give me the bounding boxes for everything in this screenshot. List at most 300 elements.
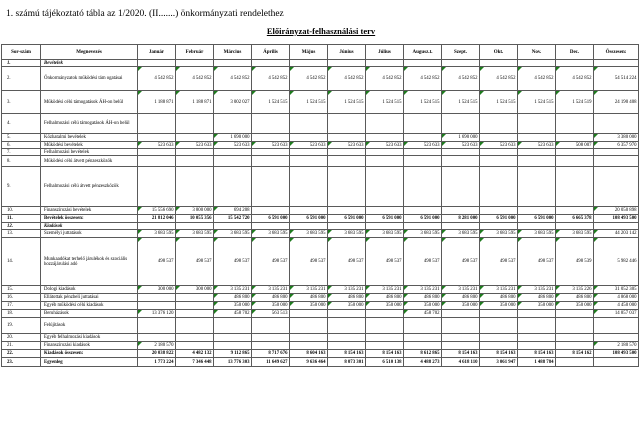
month-value-cell — [138, 223, 176, 230]
month-value-cell: 4 542 852 — [290, 67, 328, 91]
month-value-cell — [252, 134, 290, 142]
page-title: Előirányzat-felhasználási terv — [266, 26, 376, 36]
row-number-cell: 16. — [2, 294, 41, 302]
month-value-cell — [366, 114, 404, 134]
month-value-cell — [518, 223, 556, 230]
month-value-cell — [404, 207, 442, 215]
table-row — [2, 207, 639, 215]
month-value-cell — [214, 156, 252, 167]
total-cell — [594, 60, 639, 67]
month-value-cell: 498 537 — [480, 238, 518, 286]
month-value-cell — [214, 342, 252, 350]
month-value-cell: 694 208 — [214, 207, 252, 215]
month-value-cell — [480, 134, 518, 142]
month-value-cell: 4 482 132 — [176, 350, 214, 358]
month-value-cell: 3 135 226 — [556, 286, 594, 294]
month-value-cell: 1 690 000 — [442, 134, 480, 142]
month-value-cell: 1 690 000 — [214, 134, 252, 142]
total-cell: 4 868 000 — [594, 294, 639, 302]
month-value-cell — [290, 318, 328, 334]
month-value-cell — [176, 60, 214, 67]
month-value-cell — [138, 60, 176, 67]
table-row — [2, 149, 639, 156]
month-value-cell: 3 135 231 — [366, 286, 404, 294]
month-value-cell — [366, 207, 404, 215]
month-value-cell: 4 542 852 — [518, 67, 556, 91]
month-value-cell — [328, 310, 366, 318]
month-value-cell — [480, 167, 518, 207]
month-value-cell — [366, 167, 404, 207]
month-value-cell: 350 000 — [290, 302, 328, 310]
month-value-cell — [252, 223, 290, 230]
total-cell: 5 982 446 — [594, 238, 639, 286]
month-value-cell: 563 513 — [252, 310, 290, 318]
month-value-cell: 3 683 595 — [442, 230, 480, 238]
month-value-cell — [328, 114, 366, 134]
month-value-cell — [518, 342, 556, 350]
table-row — [2, 294, 639, 302]
month-value-cell — [556, 223, 594, 230]
month-value-cell: 15 542 720 — [214, 215, 252, 223]
month-value-cell: 7 346 448 — [176, 358, 214, 367]
month-value-cell — [252, 167, 290, 207]
month-value-cell: 3 135 231 — [404, 286, 442, 294]
month-value-cell — [556, 156, 594, 167]
total-cell: 6 357 970 — [594, 142, 639, 149]
month-value-cell — [252, 156, 290, 167]
table-row — [2, 114, 639, 134]
total-cell — [594, 156, 639, 167]
month-value-cell — [556, 334, 594, 342]
month-value-cell — [214, 149, 252, 156]
month-value-cell — [442, 114, 480, 134]
month-value-cell — [518, 114, 556, 134]
row-label-cell: Működési célú átvett pénzeszközök — [41, 156, 138, 167]
month-value-cell: 1 524 515 — [480, 91, 518, 114]
table-body — [2, 60, 639, 367]
month-value-cell: 486 800 — [404, 294, 442, 302]
month-value-cell: 4 542 852 — [214, 67, 252, 91]
month-value-cell: 486 800 — [442, 294, 480, 302]
month-value-cell: 498 537 — [442, 238, 480, 286]
month-value-cell — [518, 60, 556, 67]
month-value-cell — [404, 156, 442, 167]
column-header: Összesen: — [594, 45, 639, 60]
month-value-cell — [328, 149, 366, 156]
month-value-cell — [518, 310, 556, 318]
month-value-cell: 498 537 — [518, 238, 556, 286]
column-header: Megnevezés — [41, 45, 138, 60]
month-value-cell: 20 038 822 — [138, 350, 176, 358]
row-number-cell: 6. — [2, 142, 41, 149]
month-value-cell — [176, 134, 214, 142]
table-row — [2, 342, 639, 350]
month-value-cell: 3 683 595 — [480, 230, 518, 238]
row-label-cell: Működési célú támogatások ÁH-on belül — [41, 91, 138, 114]
month-value-cell: 3 061 947 — [480, 358, 518, 367]
month-value-cell — [366, 156, 404, 167]
month-value-cell — [176, 156, 214, 167]
month-value-cell: 4 542 852 — [366, 67, 404, 91]
month-value-cell — [290, 167, 328, 207]
month-value-cell — [290, 114, 328, 134]
month-value-cell — [214, 223, 252, 230]
table-row — [2, 67, 639, 91]
month-value-cell: 486 800 — [518, 294, 556, 302]
month-value-cell — [290, 334, 328, 342]
month-value-cell — [290, 156, 328, 167]
month-value-cell: 8 154 163 — [442, 350, 480, 358]
month-value-cell — [176, 310, 214, 318]
month-value-cell: 498 537 — [366, 238, 404, 286]
row-label-cell: Felhalmozási bevételek — [41, 149, 138, 156]
total-cell — [594, 318, 639, 334]
table-row — [2, 215, 639, 223]
month-value-cell: 3 135 231 — [480, 286, 518, 294]
column-header: Január — [138, 45, 176, 60]
total-cell: 3 380 000 — [594, 134, 639, 142]
month-value-cell: 4 542 852 — [480, 67, 518, 91]
total-cell: 2 180 570 — [594, 342, 639, 350]
month-value-cell — [556, 310, 594, 318]
table-row — [2, 156, 639, 167]
month-value-cell — [480, 223, 518, 230]
month-value-cell — [404, 134, 442, 142]
row-number-cell: 4. — [2, 114, 41, 134]
month-value-cell — [176, 149, 214, 156]
total-cell — [594, 223, 639, 230]
column-header: Április — [252, 45, 290, 60]
month-value-cell: 10 055 356 — [176, 215, 214, 223]
month-value-cell: 498 537 — [328, 238, 366, 286]
month-value-cell: 8 073 301 — [328, 358, 366, 367]
month-value-cell — [442, 207, 480, 215]
month-value-cell — [138, 114, 176, 134]
month-value-cell: 3 135 231 — [328, 286, 366, 294]
month-value-cell — [290, 207, 328, 215]
month-value-cell: 13 376 120 — [138, 310, 176, 318]
month-value-cell: 486 800 — [480, 294, 518, 302]
month-value-cell — [176, 114, 214, 134]
month-value-cell: 6 510 138 — [366, 358, 404, 367]
month-value-cell: 523 633 — [366, 142, 404, 149]
month-value-cell: 3 683 595 — [138, 230, 176, 238]
row-label-cell: Bevételek — [41, 60, 138, 67]
month-value-cell — [480, 342, 518, 350]
month-value-cell: 300 000 — [138, 286, 176, 294]
month-value-cell: 300 000 — [176, 286, 214, 294]
row-number-cell: 20. — [2, 334, 41, 342]
row-number-cell: 10. — [2, 207, 41, 215]
month-value-cell: 6 591 000 — [290, 215, 328, 223]
column-header: Sor-szám — [2, 45, 41, 60]
table-row — [2, 223, 639, 230]
month-value-cell — [442, 167, 480, 207]
month-value-cell — [138, 156, 176, 167]
month-value-cell — [556, 342, 594, 350]
month-value-cell: 350 000 — [214, 302, 252, 310]
month-value-cell — [252, 334, 290, 342]
month-value-cell — [252, 207, 290, 215]
month-value-cell: 350 000 — [480, 302, 518, 310]
row-label-cell: Egyenleg — [41, 358, 138, 367]
month-value-cell: 6 591 000 — [518, 215, 556, 223]
row-label-cell: Kiadások összesen: — [41, 350, 138, 358]
month-value-cell — [556, 207, 594, 215]
month-value-cell: 498 539 — [556, 238, 594, 286]
table-row — [2, 350, 639, 358]
table-row — [2, 142, 639, 149]
month-value-cell: 498 537 — [252, 238, 290, 286]
month-value-cell: 6 591 000 — [404, 215, 442, 223]
table-row — [2, 318, 639, 334]
row-number-cell: 2. — [2, 67, 41, 91]
month-value-cell: 4 542 852 — [404, 67, 442, 91]
table-row — [2, 238, 639, 286]
month-value-cell: 523 633 — [290, 142, 328, 149]
month-value-cell: 350 000 — [328, 302, 366, 310]
month-value-cell — [404, 223, 442, 230]
month-value-cell: 1 524 515 — [252, 91, 290, 114]
month-value-cell: 486 800 — [328, 294, 366, 302]
row-number-cell: 12. — [2, 223, 41, 230]
table-row — [2, 91, 639, 114]
month-value-cell: 498 537 — [290, 238, 328, 286]
month-value-cell: 2 180 570 — [138, 342, 176, 350]
month-value-cell — [556, 149, 594, 156]
month-value-cell: 523 633 — [214, 142, 252, 149]
month-value-cell — [290, 60, 328, 67]
month-value-cell — [176, 334, 214, 342]
row-number-cell: 21. — [2, 342, 41, 350]
month-value-cell — [518, 167, 556, 207]
month-value-cell — [556, 60, 594, 67]
month-value-cell: 350 000 — [442, 302, 480, 310]
table-row — [2, 334, 639, 342]
total-cell: 54 514 224 — [594, 67, 639, 91]
total-cell — [594, 358, 639, 367]
month-value-cell: 350 000 — [518, 302, 556, 310]
month-value-cell — [556, 134, 594, 142]
column-header: Június — [328, 45, 366, 60]
month-value-cell: 498 537 — [214, 238, 252, 286]
month-value-cell — [480, 156, 518, 167]
month-value-cell — [518, 318, 556, 334]
column-header: Május — [290, 45, 328, 60]
month-value-cell: 458 702 — [404, 310, 442, 318]
total-cell: 31 052 305 — [594, 286, 639, 294]
total-cell — [594, 167, 639, 207]
month-value-cell — [138, 302, 176, 310]
month-value-cell: 8 612 865 — [404, 350, 442, 358]
month-value-cell — [214, 114, 252, 134]
month-value-cell: 1 524 515 — [290, 91, 328, 114]
month-value-cell — [176, 167, 214, 207]
month-value-cell: 458 702 — [214, 310, 252, 318]
row-number-cell: 9. — [2, 167, 41, 207]
month-value-cell: 1 524 515 — [518, 91, 556, 114]
month-value-cell — [290, 134, 328, 142]
month-value-cell — [252, 342, 290, 350]
column-header: Okt. — [480, 45, 518, 60]
table-row — [2, 302, 639, 310]
row-number-cell: 15. — [2, 286, 41, 294]
month-value-cell — [404, 149, 442, 156]
month-value-cell — [480, 149, 518, 156]
row-number-cell: 18. — [2, 310, 41, 318]
row-label-cell: Személyi juttatások — [41, 230, 138, 238]
month-value-cell: 523 633 — [518, 142, 556, 149]
row-label-cell: Önkormányzatok működési tám ogatásai — [41, 67, 138, 91]
month-value-cell — [328, 223, 366, 230]
table-row — [2, 310, 639, 318]
month-value-cell: 523 633 — [480, 142, 518, 149]
month-value-cell — [138, 334, 176, 342]
month-value-cell: 486 800 — [252, 294, 290, 302]
month-value-cell — [518, 134, 556, 142]
table-header-row — [2, 45, 639, 60]
month-value-cell: 350 000 — [556, 302, 594, 310]
row-number-cell: 14. — [2, 238, 41, 286]
month-value-cell — [518, 207, 556, 215]
month-value-cell: 4 542 852 — [328, 67, 366, 91]
month-value-cell — [328, 156, 366, 167]
column-header: Február — [176, 45, 214, 60]
month-value-cell: 3 683 595 — [404, 230, 442, 238]
month-value-cell: 1 524 519 — [556, 91, 594, 114]
month-value-cell: 3 683 595 — [214, 230, 252, 238]
month-value-cell — [366, 310, 404, 318]
month-value-cell: 1 524 515 — [328, 91, 366, 114]
month-value-cell — [328, 167, 366, 207]
month-value-cell — [518, 334, 556, 342]
month-value-cell: 1 488 784 — [518, 358, 556, 367]
row-number-cell: 22. — [2, 350, 41, 358]
month-value-cell — [252, 114, 290, 134]
month-value-cell — [290, 223, 328, 230]
month-value-cell: 3 683 595 — [366, 230, 404, 238]
month-value-cell: 498 537 — [138, 238, 176, 286]
month-value-cell — [480, 334, 518, 342]
month-value-cell: 350 000 — [252, 302, 290, 310]
month-value-cell — [556, 114, 594, 134]
month-value-cell: 350 000 — [404, 302, 442, 310]
month-value-cell: 523 633 — [328, 142, 366, 149]
month-value-cell — [176, 294, 214, 302]
row-label-cell: Kiadások — [41, 223, 138, 230]
month-value-cell — [518, 149, 556, 156]
row-number-cell: 3. — [2, 91, 41, 114]
month-value-cell: 9 636 464 — [290, 358, 328, 367]
row-number-cell: 7. — [2, 149, 41, 156]
total-cell: 4 450 000 — [594, 302, 639, 310]
month-value-cell — [138, 149, 176, 156]
month-value-cell — [556, 358, 594, 367]
month-value-cell: 508 007 — [556, 142, 594, 149]
month-value-cell: 3 683 595 — [290, 230, 328, 238]
row-number-cell: 17. — [2, 302, 41, 310]
page-header-caption: 1. számú tájékoztató tábla az 1/2020. (II.......) önkormányzati rendelethez — [6, 9, 284, 19]
month-value-cell — [404, 318, 442, 334]
month-value-cell — [328, 334, 366, 342]
month-value-cell: 6 591 000 — [480, 215, 518, 223]
column-header: Július — [366, 45, 404, 60]
month-value-cell: 8 281 000 — [442, 215, 480, 223]
column-header: Szept. — [442, 45, 480, 60]
month-value-cell — [442, 334, 480, 342]
table-row — [2, 167, 639, 207]
budget-table — [1, 44, 639, 367]
month-value-cell: 486 800 — [556, 294, 594, 302]
month-value-cell — [366, 342, 404, 350]
row-number-cell: 11. — [2, 215, 41, 223]
total-cell: 108 493 500 — [594, 215, 639, 223]
row-label-cell: Közhatalmi bevételek — [41, 134, 138, 142]
month-value-cell — [366, 134, 404, 142]
month-value-cell — [328, 207, 366, 215]
month-value-cell: 3 135 231 — [214, 286, 252, 294]
month-value-cell: 3 002 027 — [214, 91, 252, 114]
month-value-cell: 1 524 515 — [404, 91, 442, 114]
total-cell — [594, 114, 639, 134]
column-header: Dec. — [556, 45, 594, 60]
month-value-cell: 523 633 — [138, 142, 176, 149]
month-value-cell: 13 776 303 — [214, 358, 252, 367]
month-value-cell — [366, 60, 404, 67]
month-value-cell: 9 112 865 — [214, 350, 252, 358]
row-label-cell: Beruházások — [41, 310, 138, 318]
row-number-cell: 23. — [2, 358, 41, 367]
month-value-cell — [328, 318, 366, 334]
total-cell — [594, 149, 639, 156]
month-value-cell — [480, 207, 518, 215]
month-value-cell — [176, 342, 214, 350]
month-value-cell: 4 542 852 — [252, 67, 290, 91]
month-value-cell — [176, 223, 214, 230]
row-number-cell: 1. — [2, 60, 41, 67]
column-header: Nov. — [518, 45, 556, 60]
month-value-cell — [442, 310, 480, 318]
month-value-cell — [518, 156, 556, 167]
month-value-cell — [366, 318, 404, 334]
month-value-cell — [442, 342, 480, 350]
month-value-cell — [290, 149, 328, 156]
month-value-cell — [214, 318, 252, 334]
month-value-cell — [480, 318, 518, 334]
month-value-cell: 4 542 852 — [138, 67, 176, 91]
month-value-cell — [138, 134, 176, 142]
month-value-cell — [480, 114, 518, 134]
month-value-cell — [404, 167, 442, 207]
month-value-cell: 3 683 595 — [328, 230, 366, 238]
month-value-cell — [442, 223, 480, 230]
table-row — [2, 358, 639, 367]
month-value-cell — [214, 334, 252, 342]
month-value-cell: 486 800 — [214, 294, 252, 302]
month-value-cell: 3 135 231 — [290, 286, 328, 294]
month-value-cell: 523 633 — [442, 142, 480, 149]
month-value-cell — [442, 156, 480, 167]
month-value-cell: 4 542 852 — [442, 67, 480, 91]
month-value-cell — [138, 294, 176, 302]
month-value-cell: 1 524 515 — [366, 91, 404, 114]
month-value-cell — [480, 310, 518, 318]
row-label-cell: Felhalmozási célú támogatások ÁH-on belül — [41, 114, 138, 134]
month-value-cell: 15 556 690 — [138, 207, 176, 215]
total-cell: 108 493 500 — [594, 350, 639, 358]
month-value-cell — [290, 342, 328, 350]
month-value-cell: 3 135 231 — [252, 286, 290, 294]
